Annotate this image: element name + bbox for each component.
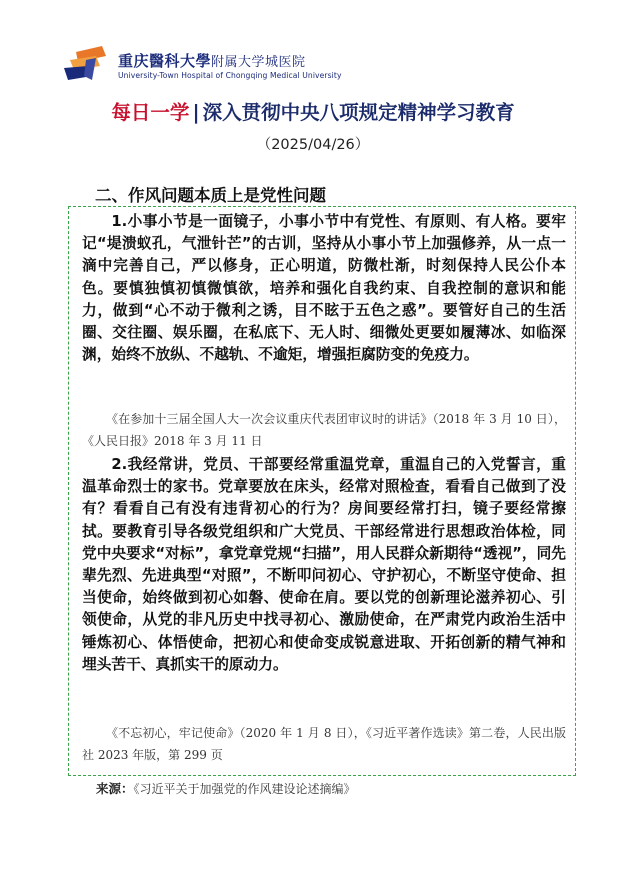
paragraph-1: 1.小事小节是一面镜子，小事小节中有党性、有原则、有人格。要牢记“堤溃蚁孔，气泄针芒”的古训，坚持从小事小节上加强修养，从一点一滴中完善自己，严以修身，正心明道，防微杜渐，时刻保持人民公仆本色。要慎独慎初慎微慎欲，培养和强化自我约束、自我控制的意识和能力，做到“心不动于微利之诱，目不眩于五色之惑”。要管好自己的生活圈、交往圈、娱乐圈，在私底下、无人时、细微处更要如履薄冰、如临深渊，始终不放纵、不越轨、不逾矩，增强拒腐防变的免疫力。	[82, 213, 566, 364]
citation-1: 《在参加十三届全国人大一次会议重庆代表团审议时的讲话》（2018 年 3 月 10 日），《人民日报》2018 年 3 月 11 日	[82, 412, 566, 448]
source-line	[96, 779, 356, 797]
title-main: 深入贯彻中央八项规定精神学习教育	[202, 101, 515, 124]
hospital-logo-icon	[62, 46, 114, 82]
citation-2: 《不忘初心，牢记使命》（2020 年 1 月 8 日），《习近平著作选读》第二卷，人民出版社 2023 年版，第 299 页	[82, 726, 566, 762]
source-text: 《习近平关于加强党的作风建设论述摘编》	[133, 782, 356, 796]
hospital-name-cn: 重庆醫科大學附属大学城医院	[118, 52, 306, 70]
date-label: （2025/04/26）	[256, 137, 370, 153]
section-heading: 二、作风问题本质上是党性问题	[95, 186, 326, 205]
hospital-name-en: University-Town Hospital of Chongqing Medical University	[118, 71, 342, 80]
title-highlight: 每日一学	[111, 101, 190, 124]
source-label: 来源：	[96, 781, 134, 796]
paragraph-2: 2.我经常讲，党员、干部要经常重温党章，重温自己的入党誓言，重温革命烈士的家书。党章要放在床头，经常对照检查，看看自己做到了没有？看看自己有没有违背初心的行为？房间要经常打扫，镜子要经常擦拭。要教育引导各级党组织和广大党员、干部经常进行思想政治体检，同党中央要求“对标”，拿党章党规“扫描”，用人民群众新期待“透视”，同先辈先烈、先进典型“对照”，不断叩问初心、守护初心，不断坚守使命、担当使命，始终做到初心如磐、使命在肩。要以党的创新理论滋养初心、引领使命，从党的非凡历史中找寻初心、激励使命，在严肃党内政治生活中锤炼初心、体悟使命，把初心和使命变成锐意进取、开拓创新的精气神和埋头苦干、真抓实干的原动力。	[82, 456, 566, 673]
title-separator: |	[192, 101, 200, 124]
hospital-sub-cn: 附属大学城医院	[211, 55, 306, 70]
page-title	[0, 97, 626, 125]
